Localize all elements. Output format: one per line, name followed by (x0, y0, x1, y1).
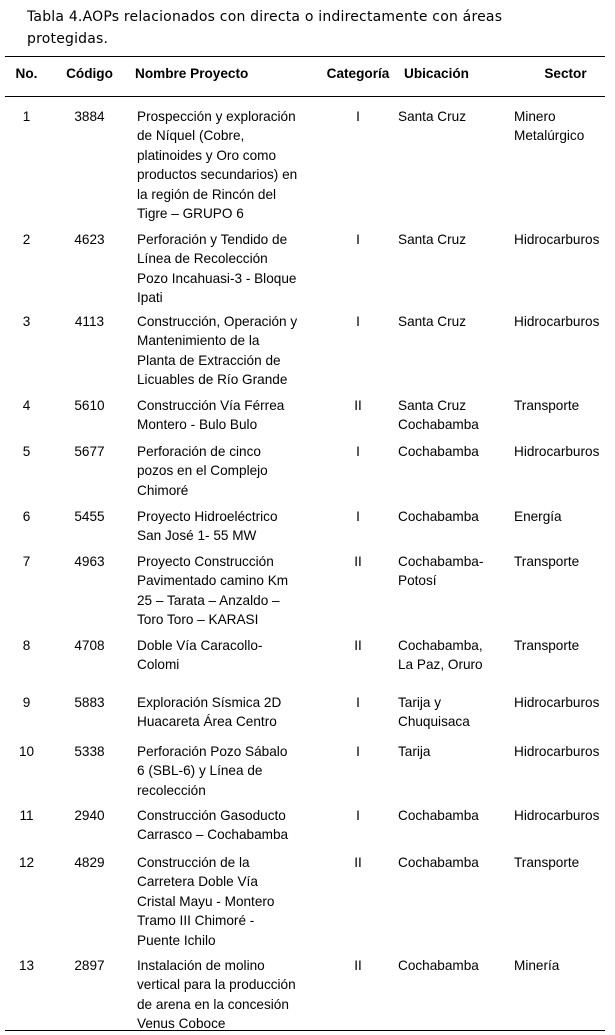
table-row (5, 742, 615, 806)
cell-ubicacion-line: Chuquisaca (398, 714, 470, 730)
cell-ubicacion (396, 442, 514, 507)
cell-ubicacion (396, 636, 514, 693)
cell-ubicacion-line: Tarija (398, 744, 431, 759)
cell-sector (514, 742, 615, 806)
cell-nombre-line: Línea de Recolección (137, 251, 268, 267)
cell-ubicacion (396, 853, 514, 956)
cell-no: 6 (22, 509, 31, 524)
cell-nombre (131, 853, 320, 956)
cell-ubicacion-line: Cochabamba (398, 855, 479, 870)
cell-nombre-line: platinoides y Oro como (137, 147, 277, 163)
cell-nombre-line: la región de Rincón del (137, 186, 277, 202)
cell-nombre-line: Prospección y exploración (137, 109, 296, 124)
cell-nombre-line: Perforación Pozo Sábalo (137, 744, 288, 759)
cell-nombre-line: Carrasco – Cochabamba (137, 827, 289, 843)
cell-nombre-line: Toro Toro – KARASI (137, 612, 259, 628)
table-caption (27, 6, 597, 50)
cell-nombre-line: Carretera Doble Vía (137, 874, 258, 890)
cell-nombre-line: Construcción, Operación y (137, 314, 298, 329)
cell-categoria: II (354, 638, 362, 653)
cell-nombre-line: pozos en el Complejo (137, 463, 268, 479)
cell-ubicacion-line: Cochabamba- (398, 554, 484, 569)
cell-sector (514, 107, 615, 230)
table-row (5, 853, 615, 956)
cell-categoria: I (356, 314, 360, 329)
cell-ubicacion-line: Cochabamba (398, 417, 479, 433)
cell-nombre (131, 312, 320, 396)
cell-codigo: 2940 (74, 808, 105, 823)
cell-sector (514, 396, 615, 442)
cell-sector (514, 853, 615, 956)
caption-line-1: Tabla 4.AOPs relacionados con directa o indirectamente con áreas (27, 9, 503, 25)
cell-sector-line: Hidrocarburos (514, 232, 600, 247)
cell-nombre (131, 552, 320, 636)
cell-sector (514, 507, 615, 552)
table-row (5, 312, 615, 396)
cell-no: 13 (18, 958, 35, 973)
cell-codigo: 2897 (74, 958, 105, 973)
cell-nombre-line: Construcción Vía Férrea (137, 398, 285, 413)
cell-ubicacion-line: Santa Cruz (398, 398, 467, 413)
cell-nombre-line: Puente Ichilo (137, 932, 216, 948)
cell-nombre (131, 442, 320, 507)
table-row (5, 396, 615, 442)
header-codigo: Código (66, 66, 113, 81)
cell-nombre-line: 6 (SBL-6) y Línea de (137, 763, 263, 779)
aops-table (5, 60, 615, 1034)
header-ubicacion: Ubicación (404, 66, 469, 81)
cell-sector-line: Minería (514, 958, 560, 973)
cell-nombre-line: Montero - Bulo Bulo (137, 417, 258, 433)
cell-no: 11 (19, 808, 34, 823)
cell-sector (514, 806, 615, 853)
cell-categoria: I (356, 808, 360, 823)
cell-nombre-line: Venus Coboce (137, 1016, 226, 1032)
cell-sector (514, 693, 615, 742)
cell-sector-line: Hidrocarburos (514, 314, 600, 329)
cell-no: 12 (18, 855, 35, 870)
cell-categoria: II (354, 958, 362, 973)
cell-sector-line: Hidrocarburos (514, 744, 600, 759)
cell-nombre-line: Huacareta Área Centro (137, 714, 277, 730)
cell-nombre-line: Cristal Mayu - Montero (137, 893, 275, 909)
header-row (5, 60, 615, 107)
table-top-rule (5, 56, 605, 57)
cell-nombre-line: Pavimentado camino Km (137, 573, 289, 589)
cell-nombre (131, 636, 320, 693)
table-row (5, 956, 615, 1034)
cell-nombre-line: Proyecto Construcción (137, 554, 274, 569)
cell-categoria: I (356, 109, 360, 124)
cell-nombre-line: Ipati (137, 290, 163, 306)
cell-codigo: 5338 (74, 744, 105, 759)
cell-sector-line: Energía (514, 509, 562, 524)
cell-sector-line: Metalúrgico (514, 128, 585, 144)
cell-sector (514, 312, 615, 396)
cell-sector (514, 442, 615, 507)
cell-codigo: 3884 (74, 109, 105, 124)
cell-categoria: I (356, 232, 360, 247)
cell-nombre-line: Perforación de cinco (137, 444, 261, 459)
cell-sector (514, 552, 615, 636)
cell-categoria: I (356, 744, 360, 759)
cell-no: 1 (22, 109, 31, 124)
cell-nombre-line: Doble Vía Caracollo- (137, 638, 263, 653)
cell-ubicacion-line: Potosí (398, 573, 437, 589)
cell-categoria: II (354, 398, 362, 413)
cell-ubicacion (396, 693, 514, 742)
cell-ubicacion-line: Cochabamba (398, 958, 479, 973)
cell-no: 5 (22, 444, 31, 459)
cell-nombre-line: Construcción Gasoducto (137, 808, 286, 823)
cell-sector (514, 636, 615, 693)
table-row (5, 107, 615, 230)
cell-ubicacion (396, 806, 514, 853)
cell-no: 4 (22, 398, 31, 413)
cell-nombre (131, 107, 320, 230)
table-row (5, 507, 615, 552)
cell-categoria: I (356, 695, 360, 710)
cell-ubicacion (396, 956, 514, 1034)
cell-nombre-line: Exploración Sísmica 2D (137, 695, 282, 710)
cell-ubicacion-line: Cochabamba (398, 808, 479, 823)
cell-ubicacion (396, 230, 514, 312)
cell-ubicacion-line: Santa Cruz (398, 232, 467, 247)
cell-nombre-line: Instalación de molino (137, 958, 265, 973)
cell-sector-line: Hidrocarburos (514, 808, 600, 823)
cell-ubicacion-line: La Paz, Oruro (398, 657, 483, 673)
cell-nombre-line: Perforación y Tendido de (137, 232, 288, 247)
cell-ubicacion (396, 742, 514, 806)
cell-nombre-line: de arena en la concesión (137, 996, 289, 1012)
cell-ubicacion-line: Cochabamba (398, 509, 479, 524)
table-row (5, 230, 615, 312)
cell-sector-line: Transporte (514, 638, 580, 653)
cell-ubicacion-line: Santa Cruz (398, 109, 467, 124)
cell-nombre-line: Tigre – GRUPO 6 (137, 206, 244, 222)
cell-codigo: 4113 (74, 314, 105, 329)
cell-nombre-line: de Níquel (Cobre, (137, 128, 245, 144)
cell-no: 7 (22, 554, 31, 569)
cell-sector (514, 230, 615, 312)
cell-nombre (131, 507, 320, 552)
cell-codigo: 5455 (74, 509, 105, 524)
cell-nombre-line: Tramo III Chimoré - (137, 913, 255, 929)
header-categoria: Categoría (326, 66, 390, 81)
cell-categoria: I (356, 444, 360, 459)
cell-no: 3 (22, 314, 31, 329)
cell-sector-line: Transporte (514, 398, 580, 413)
cell-nombre-line: vertical para la producción (137, 977, 296, 993)
cell-no: 2 (22, 232, 31, 247)
cell-ubicacion-line: Cochabamba, (398, 638, 483, 653)
cell-sector-line: Minero (514, 109, 556, 124)
table-row (5, 636, 615, 693)
header-nombre: Nombre Proyecto (135, 66, 249, 81)
cell-ubicacion (396, 396, 514, 442)
cell-nombre-line: Pozo Incahuasi-3 - Bloque (137, 270, 297, 286)
header-sector: Sector (544, 66, 587, 81)
cell-ubicacion-line: Cochabamba (398, 444, 479, 459)
cell-codigo: 5610 (74, 398, 105, 413)
cell-sector (514, 956, 615, 1034)
table-row (5, 442, 615, 507)
cell-nombre-line: Licuables de Río Grande (137, 372, 288, 388)
cell-no: 9 (22, 695, 31, 710)
cell-nombre (131, 956, 320, 1034)
cell-codigo: 5677 (74, 444, 105, 459)
caption-line-2: protegidas. (27, 31, 109, 47)
cell-codigo: 5883 (74, 695, 105, 710)
cell-nombre (131, 230, 320, 312)
cell-nombre-line: Proyecto Hidroeléctrico (137, 509, 278, 524)
cell-nombre (131, 396, 320, 442)
cell-no: 10 (18, 744, 35, 759)
table-row (5, 806, 615, 853)
header-no: No. (15, 66, 38, 81)
cell-ubicacion-line: Tarija y (398, 695, 442, 710)
table-row (5, 693, 615, 742)
cell-sector-line: Transporte (514, 554, 580, 569)
cell-ubicacion (396, 107, 514, 230)
cell-sector-line: Hidrocarburos (514, 444, 600, 459)
cell-codigo: 4623 (74, 232, 105, 247)
cell-categoria: II (354, 554, 362, 569)
cell-nombre-line: Colomi (137, 657, 180, 673)
cell-ubicacion (396, 312, 514, 396)
cell-categoria: I (356, 509, 360, 524)
cell-nombre-line: Mantenimiento de la (137, 333, 260, 349)
cell-ubicacion (396, 552, 514, 636)
cell-nombre-line: productos secundarios) en (137, 167, 298, 183)
cell-nombre-line: recolección (137, 782, 206, 798)
cell-no: 8 (22, 638, 31, 653)
table-row (5, 552, 615, 636)
cell-nombre-line: 25 – Tarata – Anzaldo – (137, 592, 280, 608)
cell-nombre-line: Chimoré (137, 482, 189, 498)
cell-sector-line: Transporte (514, 855, 580, 870)
cell-nombre-line: San José 1- 55 MW (137, 528, 257, 544)
cell-categoria: II (354, 855, 362, 870)
cell-nombre-line: Construcción de la (137, 855, 250, 870)
cell-codigo: 4963 (74, 554, 105, 569)
cell-ubicacion (396, 507, 514, 552)
cell-codigo: 4829 (74, 855, 105, 870)
cell-codigo: 4708 (74, 638, 105, 653)
cell-nombre-line: Planta de Extracción de (137, 352, 281, 368)
cell-sector-line: Hidrocarburos (514, 695, 600, 710)
cell-nombre (131, 806, 320, 853)
cell-nombre (131, 742, 320, 806)
cell-nombre (131, 693, 320, 742)
table-body (5, 107, 615, 1034)
cell-ubicacion-line: Santa Cruz (398, 314, 467, 329)
